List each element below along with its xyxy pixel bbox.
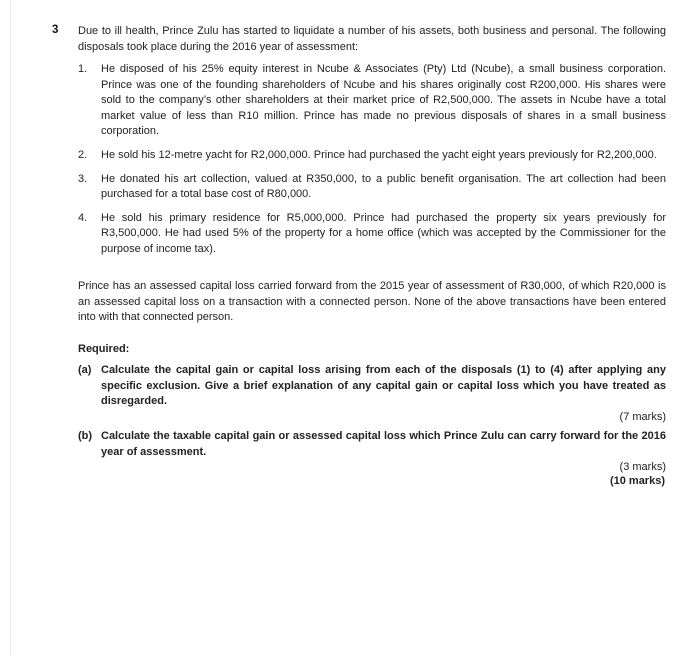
part-b <box>78 429 666 476</box>
disposals-list <box>78 62 666 266</box>
total-marks: (10 marks) <box>609 475 665 487</box>
list-item <box>78 62 666 140</box>
part-b-instruction: Calculate the taxable capital gain or assessed capital loss which Prince Zulu can carry forward for the 2016 year of assessment. <box>101 430 666 458</box>
part-b-label: (b) <box>78 430 93 442</box>
list-item <box>78 211 666 258</box>
part-a-label: (a) <box>78 364 92 376</box>
list-item <box>78 148 666 164</box>
part-a-text <box>101 363 666 425</box>
list-item-text: He sold his 12-metre yacht for R2,000,000. Prince had purchased the yacht eight years previously for R2,200,000. <box>101 148 657 161</box>
required-heading: Required: <box>78 343 130 355</box>
question-intro: Due to ill health, Prince Zulu has started to liquidate a number of his assets, both business and personal. The following disposals took place during the 2016 year of assessment: <box>78 25 666 53</box>
part-a <box>78 363 666 425</box>
list-item-text: He sold his primary residence for R5,000,000. Prince had purchased the property six years previously for R3,500,000. He had used 5% of the property for a home office (which was accepted by the Commissioner for the purpose of income tax). <box>101 211 666 255</box>
list-item-text: He donated his art collection, valued at R350,000, to a public benefit organisation. The art collection had been purchased for a total base cost of R80,000. <box>101 172 666 201</box>
part-b-marks: (3 marks) <box>619 461 666 474</box>
list-item-text: He disposed of his 25% equity interest in Ncube & Associates (Pty) Ltd (Ncube), a small business corporation. Prince was one of the founding shareholders of Ncube and his shares originally cost R200,000. His shares were sold to the company’s other shareholders at their market price of R2,500,000. The assets in Ncube have a total market value of less than R10 million. Prince has made no previous disposals of shares in a small business corporation. <box>101 63 666 138</box>
part-b-text <box>101 429 666 476</box>
list-item-number: 1. <box>78 63 88 75</box>
list-item-number: 2. <box>78 148 88 161</box>
list-item-number: 3. <box>78 172 88 185</box>
carried-forward-paragraph: Prince has an assessed capital loss carried forward from the 2015 year of assessment of R30,000, of which R20,000 is an assessed capital loss on a transaction with a connected person. None of the above transactions have been entered into with that connected person. <box>78 280 666 324</box>
list-item <box>78 172 666 203</box>
question-number: 3 <box>52 24 59 36</box>
list-item-number: 4. <box>78 211 88 224</box>
part-a-marks: (7 marks) <box>619 410 666 423</box>
page-edge-divider <box>10 0 11 656</box>
part-a-instruction: Calculate the capital gain or capital loss arising from each of the disposals (1) to (4) after applying any specific exclusion. Give a brief explanation of any capital gain or capital loss which you have treated as disregarded. <box>101 364 666 408</box>
